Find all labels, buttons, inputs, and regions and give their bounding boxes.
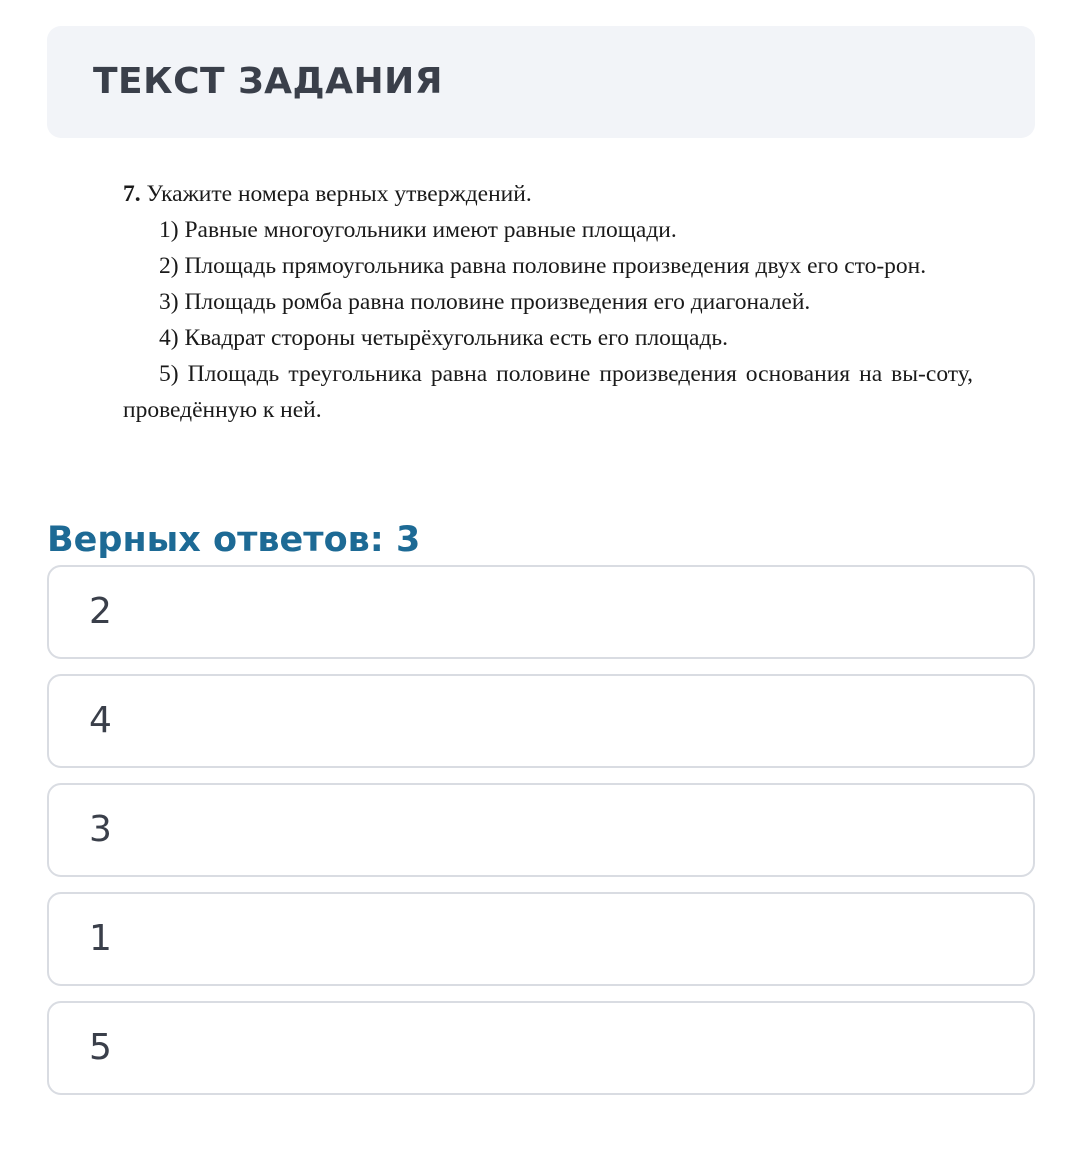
task-question-text: Укажите номера верных утверждений.	[146, 181, 532, 207]
statement-2: 2) Площадь прямоугольника равна половине произведения двух его сто-рон.	[159, 253, 927, 279]
answer-option-label: 3	[89, 809, 112, 850]
task-header-card	[47, 26, 1035, 138]
statement-3: 3) Площадь ромба равна половине произведения его диагоналей.	[159, 289, 811, 315]
answer-option[interactable]	[47, 1001, 1035, 1095]
task-text	[123, 176, 973, 428]
answer-option[interactable]	[47, 783, 1035, 877]
statement-1: 1) Равные многоугольники имеют равные площади.	[159, 217, 677, 243]
statement-5: 5) Площадь треугольника равна половине произведения основания на вы-соту, проведённую к ней.	[123, 361, 973, 423]
task-question	[123, 176, 973, 212]
task-header-title: ТЕКСТ ЗАДАНИЯ	[93, 61, 443, 102]
answer-options-list	[47, 565, 1035, 1110]
task-number: 7.	[123, 181, 141, 207]
answer-option-label: 4	[89, 700, 112, 741]
correct-answers-count: Верных ответов: 3	[47, 520, 421, 560]
statement-4: 4) Квадрат стороны четырёхугольника есть его площадь.	[159, 325, 728, 351]
answer-option-label: 1	[89, 918, 112, 959]
answer-option[interactable]	[47, 892, 1035, 986]
answer-option-label: 2	[89, 591, 112, 632]
answer-option[interactable]	[47, 565, 1035, 659]
answer-option-label: 5	[89, 1027, 112, 1068]
answer-option[interactable]	[47, 674, 1035, 768]
